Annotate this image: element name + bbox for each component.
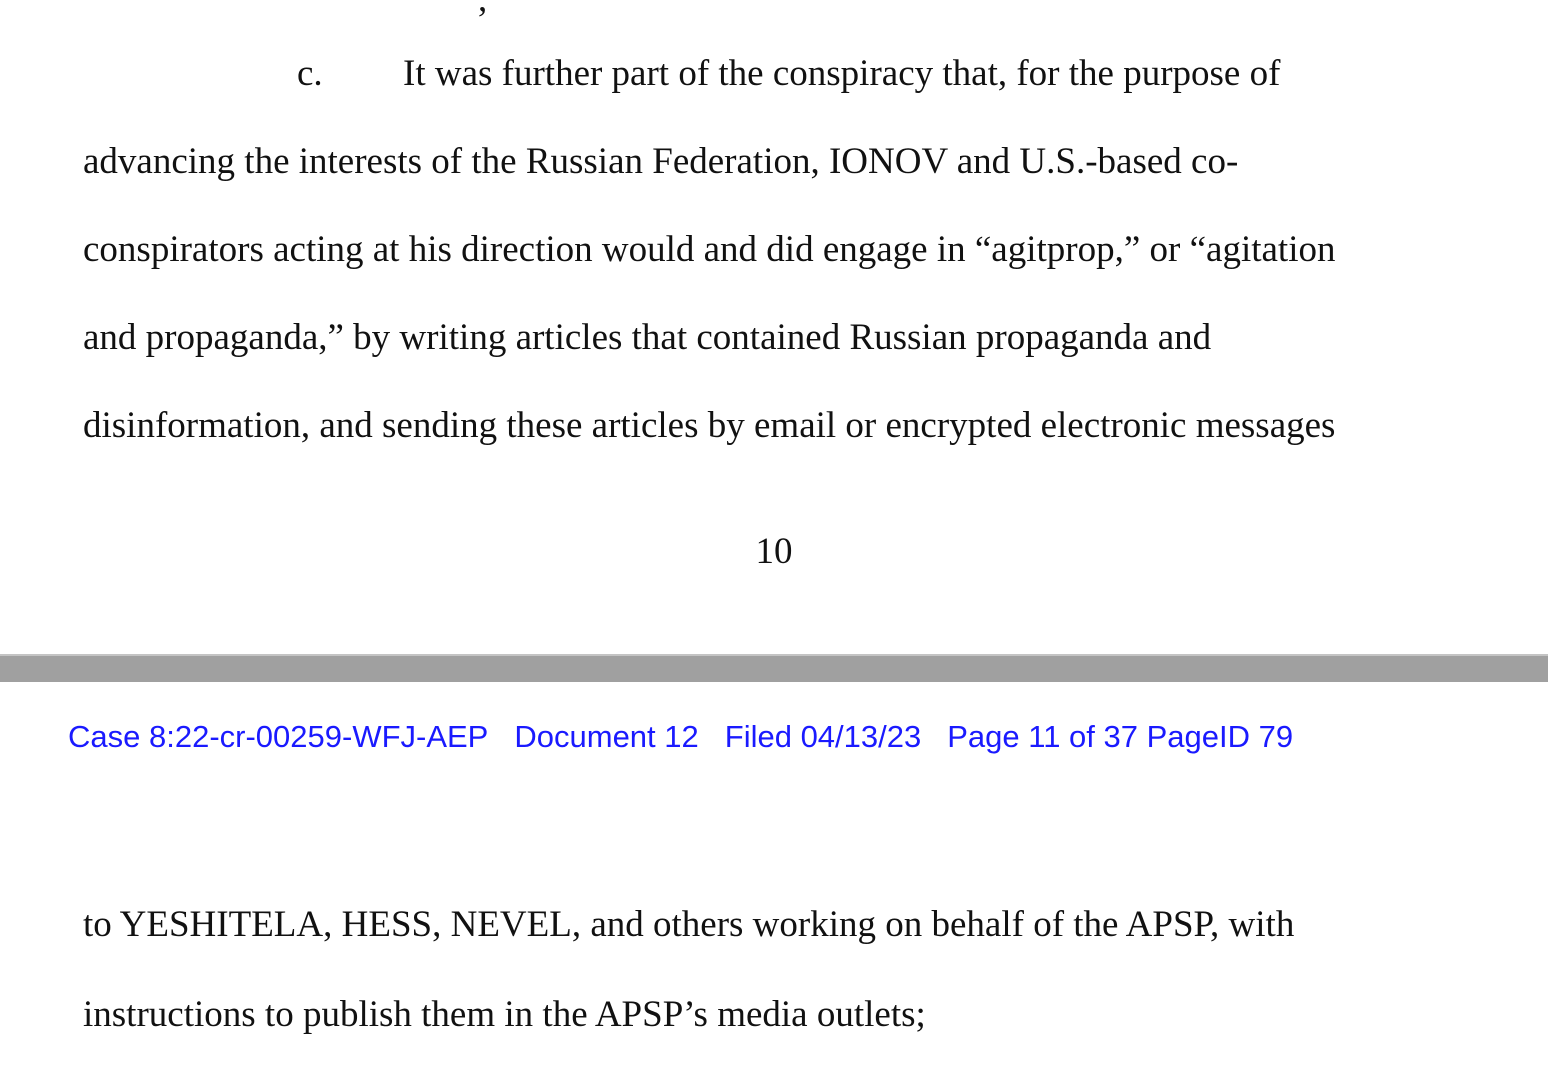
- body-text-line: and propaganda,” by writing articles that contained Russian propaganda and: [83, 317, 1212, 358]
- document-number: Document 12: [514, 719, 699, 754]
- body-text-line: It was further part of the conspiracy that, for the purpose of: [403, 53, 1281, 94]
- filed-date: Filed 04/13/23: [724, 719, 922, 754]
- body-text-line: advancing the interests of the Russian Federation, IONOV and U.S.-based co-: [83, 141, 1239, 182]
- paragraph-marker: c.: [297, 53, 323, 94]
- text-fragment: [478, 0, 487, 22]
- case-number: Case 8:22-cr-00259-WFJ-AEP: [68, 719, 489, 754]
- page-info: Page 11 of 37 PageID 79: [947, 719, 1294, 754]
- page-separator: [0, 654, 1548, 682]
- case-header: [68, 718, 1293, 756]
- body-text-line: conspirators acting at his direction would and did engage in “agitprop,” or “agitation: [83, 229, 1336, 270]
- body-text-line: instructions to publish them in the APSP’s media outlets;: [83, 994, 926, 1035]
- page-number: 10: [755, 531, 793, 572]
- body-text-line: disinformation, and sending these articles by email or encrypted electronic messages: [83, 405, 1336, 446]
- body-text-line: to YESHITELA, HESS, NEVEL, and others working on behalf of the APSP, with: [83, 904, 1295, 945]
